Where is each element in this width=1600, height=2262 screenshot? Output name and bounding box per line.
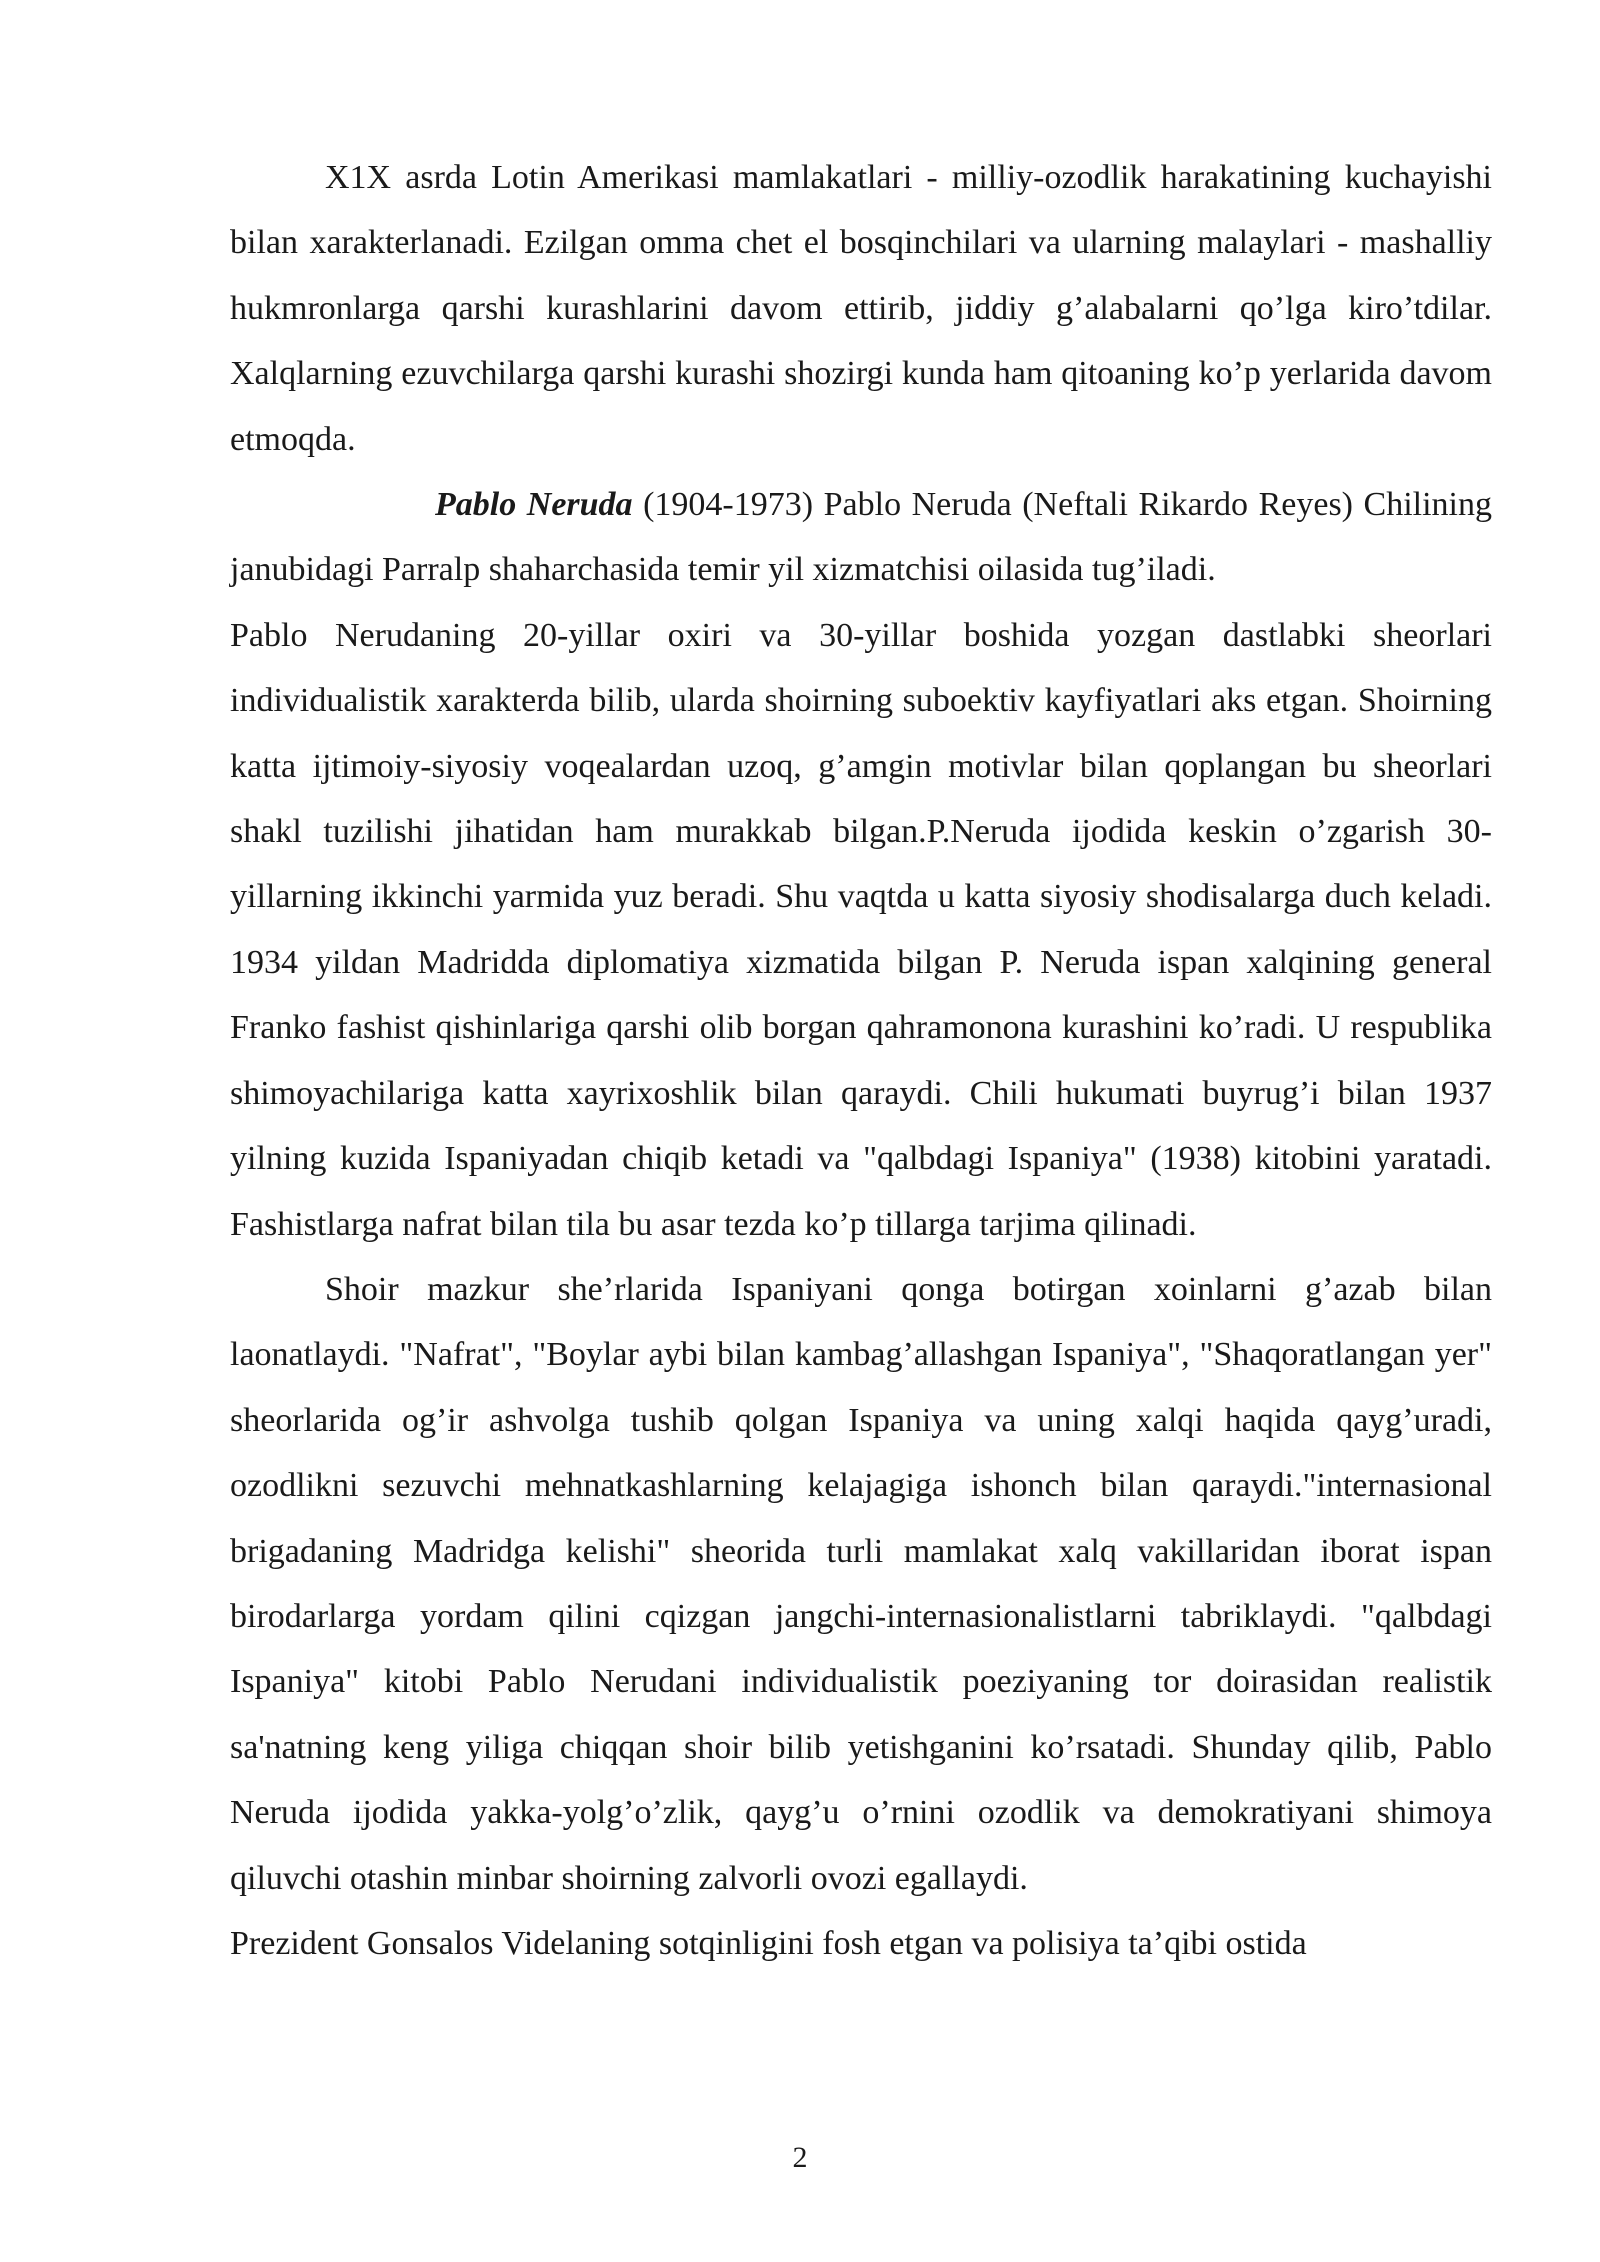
- page-number: 2: [792, 2141, 808, 2174]
- author-name-heading: Pablo Neruda: [435, 486, 633, 524]
- paragraph-spain-poems: Shoir mazkur she’rlarida Ispaniyani qonga botirgan xoinlarni g’azab bilan laonatlaydi. "Nafrat", "Boylar aybi bilan kambag’allashgan Ispaniya", "Shaqoratlangan yer" sheorlarida og’ir ashvolga tushib qolgan Ispaniya va uning xalqi haqida qayg’uradi, ozodlikni sezuvchi mehnatkashlarning kelajagiga ishonch bilan qaraydi."internasional brigadaning Madridga kelishi" sheorida turli mamlakat xalq vakillaridan iborat ispan birodarlarga yordam qilini cqizgan jangchi-internasionalistlarni tabriklaydi. "qalbdagi Ispaniya" kitobi Pablo Nerudani individualistik poeziyaning tor doirasidan realistik sa'natning keng yiliga chiqqan shoir bilib yetishganini ko’rsatadi. Shunday qilib, Pablo Neruda ijodida yakka-yolg’o’zlik, qayg’u o’rnini ozodlik va demokratiyani shimoya qiluvchi otashin minbar shoirning zalvorli ovozi egallaydi.: [230, 1270, 1492, 1897]
- paragraph-neruda-bio-text: (1904-1973) Pablo Neruda (Neftali Rikardo Reyes) Chilining janubidagi Parralp shaharchasida temir yil xizmatchisi oilasida tug’iladi.: [230, 486, 1493, 589]
- paragraph-neruda-bio: [230, 472, 1492, 603]
- paragraph-president: Prezident Gonsalos Videlaning sotqinligini fosh etgan va polisiya ta’qibi ostida: [230, 1924, 1307, 1962]
- paragraph-intro: X1X asrda Lotin Amerikasi mamlakatlari - milliy-ozodlik harakatining kuchayishi bilan xarakterlanadi. Ezilgan omma chet el bosqinchilari va ularning malaylari - mashalliy hukmronlarga qarshi kurashlarini davom ettirib, jiddiy g’alabalarni qo’lga kiro’tdilar. Xalqlarning ezuvchilarga qarshi kurashi shozirgi kunda ham qitoaning ko’p yerlarida davom etmoqda.: [230, 159, 1492, 458]
- document-body: [230, 145, 1492, 1976]
- paragraph-early-poems: Pablo Nerudaning 20-yillar oxiri va 30-yillar boshida yozgan dastlabki sheorlari individualistik xarakterda bilib, ularda shoirning suboektiv kayfiyatlari aks etgan. Shoirning katta ijtimoiy-siyosiy voqealardan uzoq, g’amgin motivlar bilan qoplangan bu sheorlari shakl tuzilishi jihatidan ham murakkab bilgan.P.Neruda ijodida keskin o’zgarish 30-yillarning ikkinchi yarmida yuz beradi. Shu vaqtda u katta siyosiy shodisalarga duch keladi. 1934 yildan Madridda diplomatiya xizmatida bilgan P. Neruda ispan xalqining general Franko fashist qishinlariga qarshi olib borgan qahramonona kurashini ko’radi. U respublika shimoyachilariga katta xayrixoshlik bilan qaraydi. Chili hukumati buyrug’i bilan 1937 yilning kuzida Ispaniyadan chiqib ketadi va "qalbdagi Ispaniya" (1938) kitobini yaratadi. Fashistlarga nafrat bilan tila bu asar tezda ko’p tillarga tarjima qilinadi.: [230, 616, 1492, 1243]
